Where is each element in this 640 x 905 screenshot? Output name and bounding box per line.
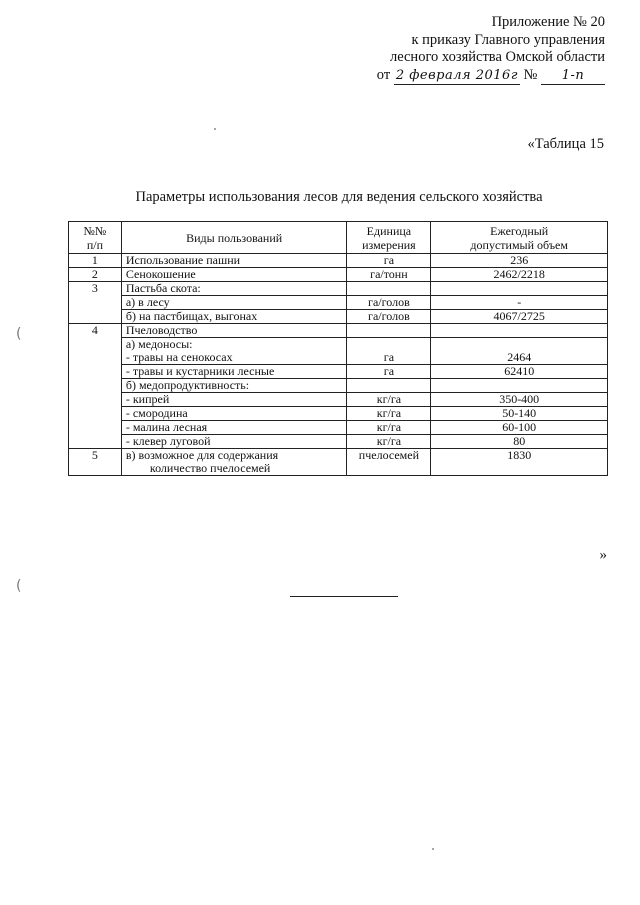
row-number: 1: [69, 254, 122, 268]
table-row: [69, 282, 608, 296]
row-name: Сенокошение: [121, 268, 347, 282]
table-row: [69, 324, 608, 338]
end-rule: [290, 596, 398, 597]
row-value: 50-140: [431, 407, 608, 421]
row-name: Пастьба скота:: [121, 282, 347, 296]
row-unit: [347, 379, 431, 393]
table-row: [69, 365, 608, 379]
row-name: б) на пастбищах, выгонах: [121, 310, 347, 324]
row-number: 3: [69, 282, 122, 296]
row-value: 2464: [431, 351, 608, 365]
row-number: 5: [69, 449, 122, 476]
row-unit: кг/га: [347, 393, 431, 407]
appendix-number: Приложение № 20: [491, 14, 605, 30]
row-number: [69, 365, 122, 379]
table-row: [69, 407, 608, 421]
row-name: - клевер луговой: [121, 435, 347, 449]
row-number: [69, 407, 122, 421]
row-value: [431, 379, 608, 393]
header-cell-annual-volume: Ежегодный допустимый объем: [431, 222, 608, 254]
row-value: 4067/2725: [431, 310, 608, 324]
row-name-multiline: [121, 449, 347, 476]
punch-hole-mark: (: [16, 578, 22, 594]
order-reference: к приказу Главного управления: [411, 31, 605, 48]
document-title: Параметры использования лесов для ведения сельского хозяйства: [135, 189, 543, 205]
row-unit: га/голов: [347, 296, 431, 310]
row-value: [431, 338, 608, 352]
row-name: - кипрей: [121, 393, 347, 407]
table-row: [69, 254, 608, 268]
table-label: «Таблица 15: [527, 136, 604, 152]
header-cell-usage-type: Виды пользований: [121, 222, 347, 254]
row-number: [69, 393, 122, 407]
table-row: [69, 379, 608, 393]
row-unit: [347, 338, 431, 352]
parameters-table: [68, 221, 608, 476]
table-row: [69, 351, 608, 365]
row-name: - смородина: [121, 407, 347, 421]
row-unit: га/голов: [347, 310, 431, 324]
row-unit: кг/га: [347, 421, 431, 435]
order-date-line: [377, 67, 605, 86]
table-row: [69, 435, 608, 449]
table-row: [69, 338, 608, 352]
row-name: - травы и кустарники лесные: [121, 365, 347, 379]
row-name: Использование пашни: [121, 254, 347, 268]
date-prefix: от: [376, 66, 391, 83]
row-number: [69, 435, 122, 449]
row-unit: га/тонн: [347, 268, 431, 282]
header-cell-number: №№ п/п: [69, 222, 122, 254]
row-unit: [347, 324, 431, 338]
handwritten-order-number: 1-п: [541, 67, 605, 86]
row-unit: га: [347, 365, 431, 379]
row-name: Пчеловодство: [121, 324, 347, 338]
row-unit: пчелосемей: [347, 449, 431, 476]
row-number: [69, 421, 122, 435]
row-name: - травы на сенокосах: [121, 351, 347, 365]
row-unit: га: [347, 351, 431, 365]
row-value: -: [431, 296, 608, 310]
row-name: б) медопродуктивность:: [121, 379, 347, 393]
table-row: [69, 296, 608, 310]
row-number: [69, 351, 122, 365]
row-unit: га: [347, 254, 431, 268]
row-unit: кг/га: [347, 435, 431, 449]
row-name-continuation: количество пчелосемей: [149, 461, 271, 475]
row-number: 2: [69, 268, 122, 282]
row-value: 60-100: [431, 421, 608, 435]
row-value: 1830: [431, 449, 608, 476]
row-value: 62410: [431, 365, 608, 379]
number-label: №: [523, 66, 538, 83]
table-row: [69, 393, 608, 407]
row-unit: кг/га: [347, 407, 431, 421]
table-row: [69, 421, 608, 435]
row-value: [431, 324, 608, 338]
handwritten-date: 2 февраля 2016г: [394, 67, 520, 86]
row-name: а) медоносы:: [121, 338, 347, 352]
scan-speck: [432, 848, 434, 850]
row-name: - малина лесная: [121, 421, 347, 435]
row-value: [431, 282, 608, 296]
table-row: [69, 268, 608, 282]
table-row: [69, 310, 608, 324]
row-value: 80: [431, 435, 608, 449]
row-number: [69, 310, 122, 324]
row-value: 236: [431, 254, 608, 268]
closing-quote: »: [599, 547, 607, 563]
table-row: [69, 449, 608, 476]
row-number: [69, 379, 122, 393]
row-value: 350-400: [431, 393, 608, 407]
header-cell-unit: Единица измерения: [347, 222, 431, 254]
table-header-row: [69, 222, 608, 254]
row-number: [69, 296, 122, 310]
authority-name: лесного хозяйства Омской области: [389, 49, 605, 65]
row-unit: [347, 282, 431, 296]
row-number: 4: [69, 324, 122, 338]
row-number: [69, 338, 122, 352]
punch-hole-mark: (: [16, 326, 22, 342]
row-name: а) в лесу: [121, 296, 347, 310]
row-value: 2462/2218: [431, 268, 608, 282]
scan-speck: [214, 128, 216, 130]
appendix-header: [377, 14, 605, 85]
row-name: в) возможное для содержания: [125, 448, 279, 462]
